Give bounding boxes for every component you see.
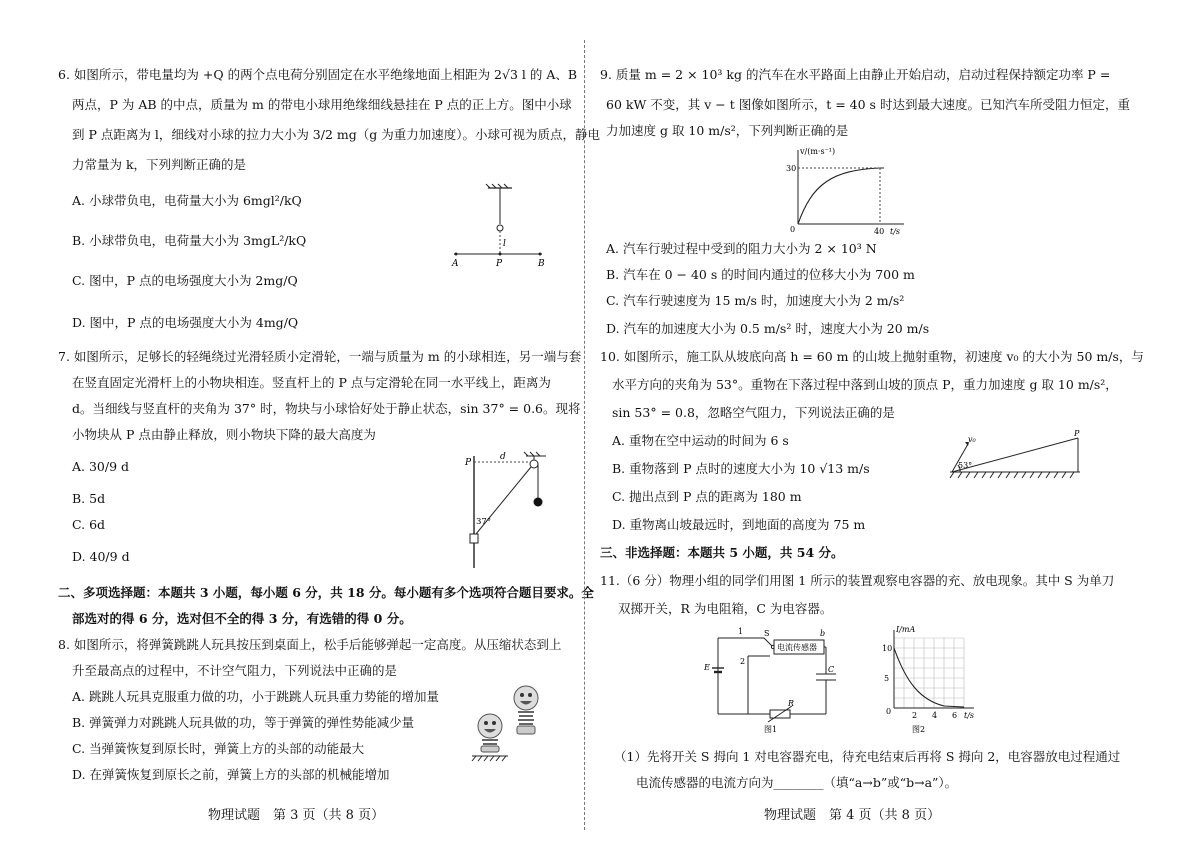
q10-slope-figure bbox=[946, 428, 1086, 482]
fig2-ytick: 5 bbox=[884, 674, 890, 683]
q6-option-d: D. 图中，P 点的电场强度大小为 4mg/Q bbox=[72, 315, 299, 330]
q9-option-a: A. 汽车行驶过程中受到的阻力大小为 2 × 10³ N bbox=[606, 241, 877, 256]
fig1-label-c: C bbox=[828, 665, 835, 674]
fig1-label-e: E bbox=[704, 663, 710, 672]
q8-line: 升至最高点的过程中，不计空气阻力，下列说法中正确的是 bbox=[72, 663, 398, 678]
q8-option-c: C. 当弹簧恢复到原长时，弹簧上方的头部的动能最大 bbox=[72, 741, 365, 756]
q7-label-d: d bbox=[500, 452, 506, 462]
q11-circuit-figure-1 bbox=[702, 624, 842, 736]
q9-line: 60 kW 不变，其 v − t 图像如图所示，t = 40 s 时达到最大速度。已知汽车所受阻力恒定，重 bbox=[606, 97, 1130, 112]
q6-label-a: A bbox=[452, 259, 459, 269]
q8-option-d: D. 在弹簧恢复到原长之前，弹簧上方的头部的机械能增加 bbox=[72, 767, 390, 782]
q9-ytick: 30 bbox=[786, 164, 797, 173]
q8-line: 8. 如图所示，将弹簧跳跳人玩具按压到桌面上，松手后能够弹起一定高度。从压缩状态到上 bbox=[58, 637, 562, 652]
q7-label-angle: 37° bbox=[476, 517, 492, 527]
fig2-caption: 图2 bbox=[912, 725, 926, 734]
q6-option-c: C. 图中，P 点的电场强度大小为 2mg/Q bbox=[72, 273, 298, 288]
q9-vt-graph bbox=[772, 144, 912, 234]
page-footer: 物理试题 第 3 页（共 8 页） bbox=[208, 808, 385, 823]
q10-label-p: P bbox=[1074, 429, 1080, 438]
q9-origin: 0 bbox=[790, 225, 796, 234]
q8-option-b: B. 弹簧弹力对跳跳人玩具做的功，等于弹簧的弹性势能减少量 bbox=[72, 715, 415, 730]
q6-option-a: A. 小球带负电，电荷量大小为 6mgl²/kQ bbox=[72, 193, 302, 208]
page-divider bbox=[584, 40, 585, 830]
q9-option-d: D. 汽车的加速度大小为 0.5 m/s² 时，速度大小为 20 m/s bbox=[606, 321, 930, 336]
q9-line: 9. 质量 m = 2 × 10³ kg 的汽车在水平路面上由静止开始启动，启动过程保持额定功率 P = bbox=[600, 67, 1111, 82]
q6-line: 力常量为 k，下列判断正确的是 bbox=[72, 157, 247, 172]
q7-option-a: A. 30/9 d bbox=[72, 459, 130, 474]
q9-option-b: B. 汽车在 0 − 40 s 的时间内通过的位移大小为 700 m bbox=[606, 267, 915, 282]
q11-current-graph-figure-2 bbox=[880, 624, 980, 736]
q10-option-b: B. 重物落到 P 点时的速度大小为 10 √13 m/s bbox=[612, 461, 870, 476]
q10-option-a: A. 重物在空中运动的时间为 6 s bbox=[612, 433, 789, 448]
q9-xlabel: t/s bbox=[890, 227, 901, 236]
q10-label-v0: v₀ bbox=[968, 435, 976, 444]
q9-xtick: 40 bbox=[874, 227, 885, 236]
section-3-heading: 三、非选择题：本题共 5 小题，共 54 分。 bbox=[600, 545, 844, 560]
q11-line: 11.（6 分）物理小组的同学们用图 1 所示的装置观察电容器的充、放电现象。其中 S 为单刀 bbox=[600, 573, 1115, 588]
fig1-label-b: b bbox=[820, 629, 826, 638]
q10-option-c: C. 抛出点到 P 点的距离为 180 m bbox=[612, 489, 802, 504]
fig2-xtick: 6 bbox=[952, 711, 958, 720]
toy-figure-icon bbox=[468, 684, 548, 770]
q10-line: 水平方向的夹角为 53°。重物在下落过程中落到山坡的顶点 P，重力加速度 g 取 10 m/s²， bbox=[612, 377, 1118, 392]
right-page bbox=[600, 0, 1200, 868]
q9-option-c: C. 汽车行驶速度为 15 m/s 时，加速度大小为 2 m/s² bbox=[606, 293, 905, 308]
q6-figure bbox=[450, 184, 550, 270]
q6-label-l: l bbox=[503, 239, 506, 249]
fig2-ytick: 0 bbox=[886, 707, 892, 716]
fig2-ylabel: I/mA bbox=[896, 625, 916, 634]
q6-line: 6. 如图所示，带电量均为 +Q 的两个点电荷分别固定在水平绝缘地面上相距为 2√3 l 的 A、B bbox=[58, 67, 578, 82]
q6-line: 到 P 点距离为 l，细线对小球的拉力大小为 3/2 mg（g 为重力加速度）。小球可视为质点，静电 bbox=[72, 127, 600, 142]
q10-label-angle: 53° bbox=[958, 461, 973, 470]
q7-option-c: C. 6d bbox=[72, 517, 106, 532]
q11-line: 双掷开关，R 为电阻箱，C 为电容器。 bbox=[618, 601, 833, 616]
fig2-xtick: 2 bbox=[912, 711, 918, 720]
q7-line: 在竖直固定光滑杆上的小物块相连。竖直杆上的 P 点与定滑轮在同一水平线上，距离为 bbox=[72, 375, 551, 390]
q9-ylabel: v/(m·s⁻¹) bbox=[800, 147, 836, 156]
q7-option-d: D. 40/9 d bbox=[72, 549, 130, 564]
fig2-ytick: 10 bbox=[882, 644, 893, 653]
fig1-label-s: S bbox=[764, 629, 770, 638]
q6-label-b: B bbox=[538, 259, 545, 269]
q7-option-b: B. 5d bbox=[72, 491, 106, 506]
q10-line: sin 53° = 0.8，忽略空气阻力，下列说法正确的是 bbox=[612, 405, 895, 420]
q11-subquestion-1: （1）先将开关 S 拇向 1 对电容器充电，待充电结束后再将 S 拇向 2，电容器放电过程通过 bbox=[614, 749, 1121, 764]
fig1-label-r: R bbox=[788, 699, 795, 708]
q10-option-d: D. 重物离山坡最远时，到地面的高度为 75 m bbox=[612, 517, 866, 532]
q6-label-p: P bbox=[496, 259, 503, 269]
q10-line: 10. 如图所示，施工队从坡底向高 h = 60 m 的山坡上抛射重物，初速度 v₀ 的大小为 50 m/s，与 bbox=[600, 349, 1144, 364]
q8-option-a: A. 跳跳人玩具克服重力做的功，小于跳跳人玩具重力势能的增加量 bbox=[72, 689, 439, 704]
q7-figure bbox=[462, 452, 552, 572]
fig1-label-2: 2 bbox=[740, 657, 746, 666]
q6-line: 两点，P 为 AB 的中点，质量为 m 的带电小球用绝缘细线悬挂在 P 点的正上方。图中小球 bbox=[72, 97, 572, 112]
q7-line: 7. 如图所示，足够长的轻绳绕过光滑轻质小定滑轮，一端与质量为 m 的小球相连，另一端与套 bbox=[58, 349, 582, 364]
q9-line: 力加速度 g 取 10 m/s²，下列判断正确的是 bbox=[606, 123, 849, 138]
fig1-caption: 图1 bbox=[764, 725, 778, 734]
section-2-heading: 二、多项选择题：本题共 3 小题，每小题 6 分，共 18 分。每小题有多个选项符合题目要求。全 bbox=[58, 585, 594, 600]
q6-option-b: B. 小球带负电，电荷量大小为 3mgL²/kQ bbox=[72, 233, 307, 248]
q7-label-p: P bbox=[465, 458, 472, 468]
q7-line: d。当细线与竖直杆的夹角为 37° 时，物块与小球恰好处于静止状态，sin 37° = 0.6。现将 bbox=[72, 401, 581, 416]
fig2-xlabel: t/s bbox=[964, 711, 975, 720]
section-2-heading: 部选对的得 6 分，选对但不全的得 3 分，有选错的得 0 分。 bbox=[72, 611, 412, 626]
fig1-label-1: 1 bbox=[738, 627, 744, 636]
q11-subquestion-1: 电流传感器的电流方向为________（填“a→b”或“b→a”）。 bbox=[636, 775, 958, 790]
page-footer: 物理试题 第 4 页（共 8 页） bbox=[764, 808, 941, 823]
fig1-label-sensor: 电流传感器 bbox=[777, 643, 817, 652]
fig2-xtick: 4 bbox=[932, 711, 938, 720]
q7-line: 小物块从 P 点由静止释放，则小物块下降的最大高度为 bbox=[72, 427, 376, 442]
